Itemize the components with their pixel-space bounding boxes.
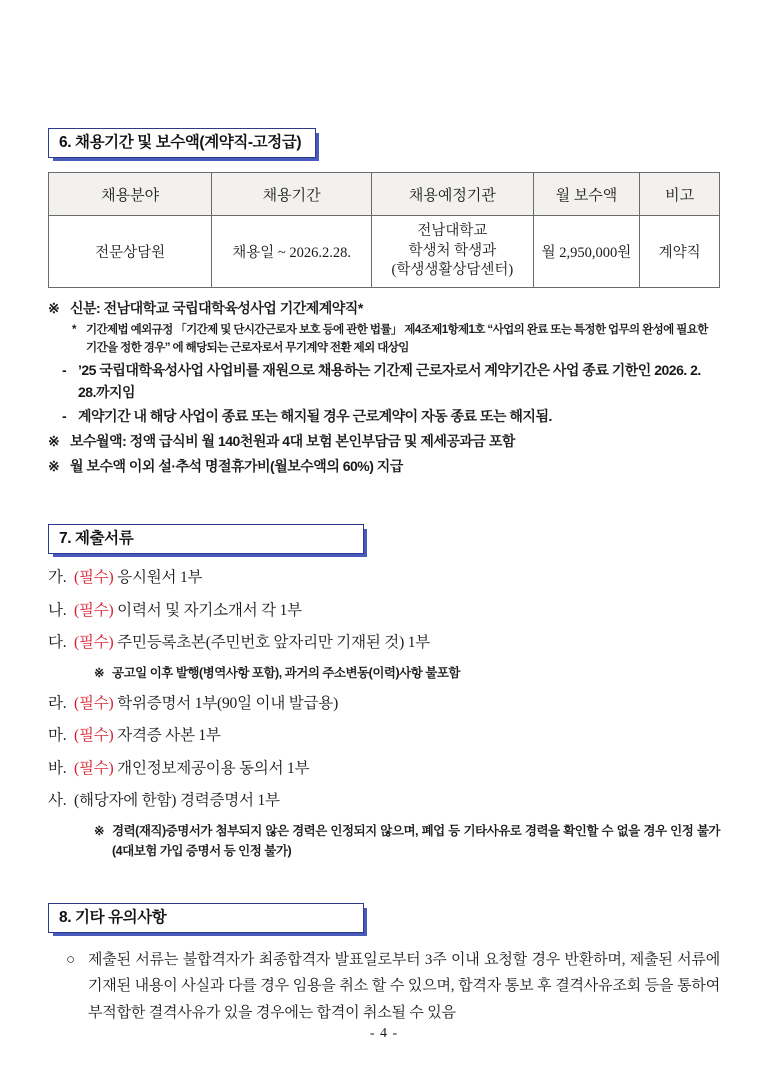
doc-index: 라. (48, 695, 67, 713)
doc-index: 사. (48, 791, 67, 809)
doc-required-tag: (필수) (74, 759, 114, 777)
list-item (66, 947, 720, 1026)
doc-text: 응시원서 1부 (117, 569, 203, 587)
cell-remark: 계약직 (640, 216, 720, 288)
cell-org-line2: 학생처 학생과 (408, 242, 497, 259)
subnote-mark: ※ (94, 666, 104, 681)
note-text: ’25 국립대학육성사업 사업비를 재원으로 채용하는 기간제 근로자로서 계약기간은 사업 종료 기한인 2026. 2. 28.까지임 (78, 361, 701, 400)
list-item (48, 757, 720, 780)
page-number: - 4 - (369, 1026, 399, 1041)
section-6-notes (48, 298, 720, 478)
note-text: 신분: 전남대학교 국립대학육성사업 기간제계약직* (70, 299, 363, 316)
subnote-text: 경력(재직)증명서가 첨부되지 않은 경력은 인정되지 않으며, 폐업 등 기타사유로 경력을 확인할 수 없을 경우 인정 불가(4대보험 가입 증명서 등 인정 불가) (112, 824, 720, 859)
col-field: 채용분야 (49, 173, 212, 216)
doc-text: 이력서 및 자기소개서 각 1부 (117, 601, 302, 619)
misc-notice-list (48, 947, 720, 1026)
section-6-heading: 6. 채용기간 및 보수액(계약직-고정급) (48, 128, 316, 158)
submission-documents-list (48, 566, 720, 861)
doc-required-tag: (해당자에 한함) (74, 791, 177, 809)
col-org: 채용예정기관 (372, 173, 534, 216)
section-7 (48, 524, 720, 554)
doc-text: 주민등록초본(주민번호 앞자리만 기재된 것) 1부 (117, 633, 431, 651)
subnote-text: 공고일 이후 발행(병역사항 포함), 과거의 주소변동(이력)사항 불포함 (112, 666, 460, 681)
note-contract-terminate (62, 406, 720, 428)
doc-required-tag: (필수) (74, 727, 114, 745)
doc-subnote (94, 821, 720, 861)
subnote-mark: ※ (94, 824, 104, 839)
col-salary: 월 보수액 (533, 173, 640, 216)
doc-required-tag: (필수) (74, 695, 114, 713)
spacer-after-section-6 (48, 480, 720, 524)
doc-index: 마. (48, 727, 67, 745)
misc-text: 제출된 서류는 불합격자가 최종합격자 발표일로부터 3주 이내 요청할 경우 반환하며, 제출된 서류에 기재된 내용이 사실과 다를 경우 임용을 취소 할 수 있으며, 합격자 통보 후 결격사유조회 등을 통하여 부적합한 결격사유가 있을 경우에는 합격이 취소될 수 있음 (88, 952, 720, 1021)
note-mark: ※ (48, 457, 60, 474)
col-remark: 비고 (640, 173, 720, 216)
cell-org (372, 216, 534, 288)
section-6 (48, 128, 720, 158)
note-status (48, 298, 720, 320)
doc-required-tag: (필수) (74, 601, 114, 619)
cell-salary: 월 2,950,000원 (533, 216, 640, 288)
doc-required-tag: (필수) (74, 633, 114, 651)
note-mark: ※ (48, 299, 60, 316)
note-mark: ※ (48, 432, 60, 449)
list-item (48, 599, 720, 622)
cell-org-line3: (학생생활상담센터) (391, 262, 514, 279)
note-mark: - (62, 408, 67, 425)
doc-text: 학위증명서 1부(90일 이내 발급용) (117, 695, 339, 713)
recruitment-table (48, 172, 720, 288)
table-header (49, 173, 720, 216)
table-row (49, 216, 720, 288)
list-item (48, 566, 720, 589)
doc-index: 가. (48, 569, 67, 587)
cell-org-line1: 전남대학교 (417, 223, 488, 240)
section-7-heading: 7. 제출서류 (48, 524, 364, 554)
col-period: 채용기간 (212, 173, 372, 216)
list-item (48, 724, 720, 747)
doc-index: 바. (48, 759, 67, 777)
note-text: 보수월액: 정액 급식비 월 140천원과 4대 보험 본인부담금 및 제세공과금 포함 (70, 432, 515, 449)
note-text: 월 보수액 이외 설·추석 명절휴가비(월보수액의 60%) 지급 (70, 457, 403, 474)
section-8-heading: 8. 기타 유의사항 (48, 903, 364, 933)
doc-text: 경력증명서 1부 (179, 791, 280, 809)
note-text: 기간제법 예외규정 「기간제 및 단시간근로자 보호 등에 관한 법률」 제4조제1항제1호 “사업의 완료 또는 특정한 업무의 완성에 필요한 기간을 정한 경우” 에 해당되는 근로자로서 무기계약 전환 제외 대상임 (86, 324, 708, 354)
note-contract-end (62, 360, 720, 403)
section-8 (48, 903, 720, 933)
note-text: 계약기간 내 해당 사업이 종료 또는 해지될 경우 근로계약이 자동 종료 또는 해지됨. (78, 408, 552, 425)
list-item (48, 631, 720, 654)
spacer-after-section-7 (48, 863, 720, 903)
doc-index: 다. (48, 633, 67, 651)
table-header-row (49, 173, 720, 216)
bullet-circle-icon: ○ (66, 952, 75, 969)
note-law-reference (72, 322, 720, 357)
table-body (49, 216, 720, 288)
top-spacer (48, 0, 720, 128)
note-mark: - (62, 361, 67, 378)
doc-required-tag: (필수) (74, 569, 114, 587)
doc-text: 자격증 사본 1부 (117, 727, 221, 745)
doc-index: 나. (48, 601, 67, 619)
note-mark: * (72, 324, 76, 337)
note-monthly-pay (48, 431, 720, 453)
list-item (48, 692, 720, 715)
doc-subnote (94, 663, 720, 683)
list-item (48, 789, 720, 812)
doc-text: 개인정보제공이용 동의서 1부 (117, 759, 310, 777)
cell-field: 전문상담원 (49, 216, 212, 288)
cell-period: 채용일 ~ 2026.2.28. (212, 216, 372, 288)
note-holiday-bonus (48, 456, 720, 478)
